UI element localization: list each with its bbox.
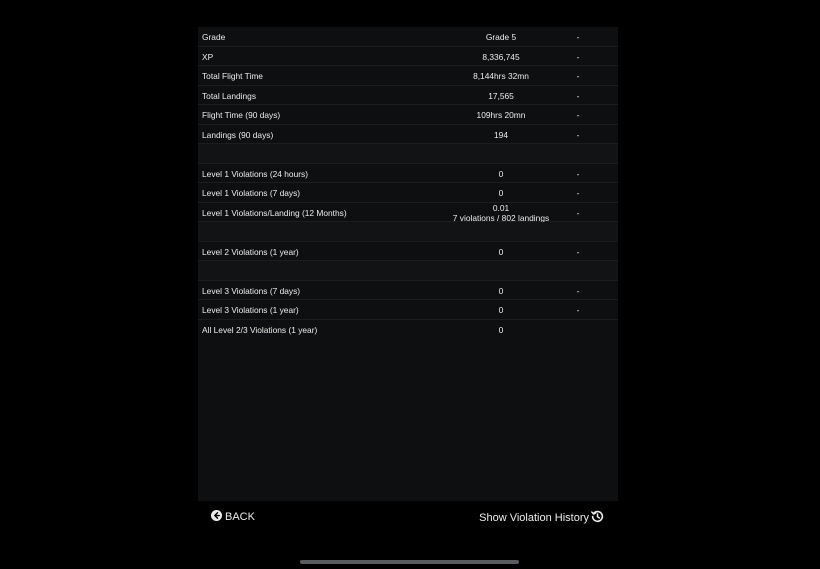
section-spacer (198, 222, 618, 242)
stat-label: Level 1 Violations/Landing (12 Months) (202, 207, 347, 218)
stat-trend: - (576, 207, 580, 218)
stat-row-level3-7d (198, 281, 618, 301)
stat-value: 109hrs 20mn (476, 110, 526, 120)
stat-value: 194 (494, 129, 508, 140)
section-spacer (198, 261, 618, 281)
stat-trend: - (576, 246, 580, 257)
stat-value: 0 (498, 246, 504, 257)
stat-row-flight-time-90 (198, 105, 618, 125)
history-icon (591, 510, 604, 526)
stat-trend: - (576, 51, 580, 62)
stat-label: Level 3 Violations (7 days) (202, 285, 301, 296)
home-indicator[interactable] (300, 560, 519, 564)
stat-row-xp (198, 47, 618, 67)
stat-trend: - (576, 168, 580, 179)
back-button[interactable] (211, 510, 255, 524)
stat-value: 0 (498, 285, 504, 296)
stat-row-level1-24h (198, 164, 618, 184)
stat-value: 8,336,745 (482, 51, 520, 62)
stats-panel (198, 27, 618, 501)
show-violation-history-button[interactable] (479, 510, 604, 526)
stat-row-total-flight-time (198, 66, 618, 86)
stat-trend: - (576, 285, 580, 296)
stat-trend: - (576, 110, 580, 120)
stat-value (428, 203, 574, 223)
stat-label: Total Landings (202, 90, 257, 101)
stat-value: 0 (498, 168, 504, 179)
stat-value: 0 (498, 324, 504, 335)
stat-value: Grade 5 (485, 32, 517, 42)
stat-value-main: 0.01 (492, 202, 510, 213)
stat-row-level1-7d (198, 183, 618, 203)
stat-value: 17,565 (488, 90, 514, 101)
stat-trend: - (576, 90, 580, 101)
stat-trend: - (576, 188, 580, 198)
stat-row-grade (198, 27, 618, 47)
stat-trend: - (576, 305, 580, 315)
stat-label: Total Flight Time (202, 71, 263, 81)
stat-label: Flight Time (90 days) (202, 110, 281, 120)
stat-label: Level 1 Violations (7 days) (202, 188, 301, 198)
stat-trend: - (576, 129, 580, 140)
stat-label: Level 1 Violations (24 hours) (202, 168, 308, 179)
stat-row-level1-per-landing (198, 203, 618, 223)
stat-row-all-level23-1y (198, 320, 618, 340)
stat-trend: - (576, 71, 580, 81)
arrow-circle-left-icon (211, 510, 222, 524)
stat-value-detail: 7 violations / 802 landings (452, 212, 550, 223)
stat-trend: - (576, 32, 580, 42)
stat-label: XP (202, 51, 214, 62)
stat-value: 8,144hrs 32mn (473, 71, 529, 81)
stat-label: Grade (202, 32, 226, 42)
footer-bar (198, 505, 618, 529)
stat-row-level2-1y (198, 242, 618, 262)
stat-label: Level 3 Violations (1 year) (202, 305, 299, 315)
stat-label: All Level 2/3 Violations (1 year) (202, 324, 318, 335)
stat-row-level3-1y (198, 300, 618, 320)
stat-row-landings-90 (198, 125, 618, 145)
stat-label: Level 2 Violations (1 year) (202, 246, 299, 257)
stat-value: 0 (498, 305, 504, 315)
history-label: Show Violation History (479, 512, 589, 524)
stat-row-total-landings (198, 86, 618, 106)
stat-value: 0 (498, 188, 504, 198)
stat-label: Landings (90 days) (202, 129, 274, 140)
section-spacer (198, 144, 618, 164)
back-label: BACK (225, 511, 255, 523)
